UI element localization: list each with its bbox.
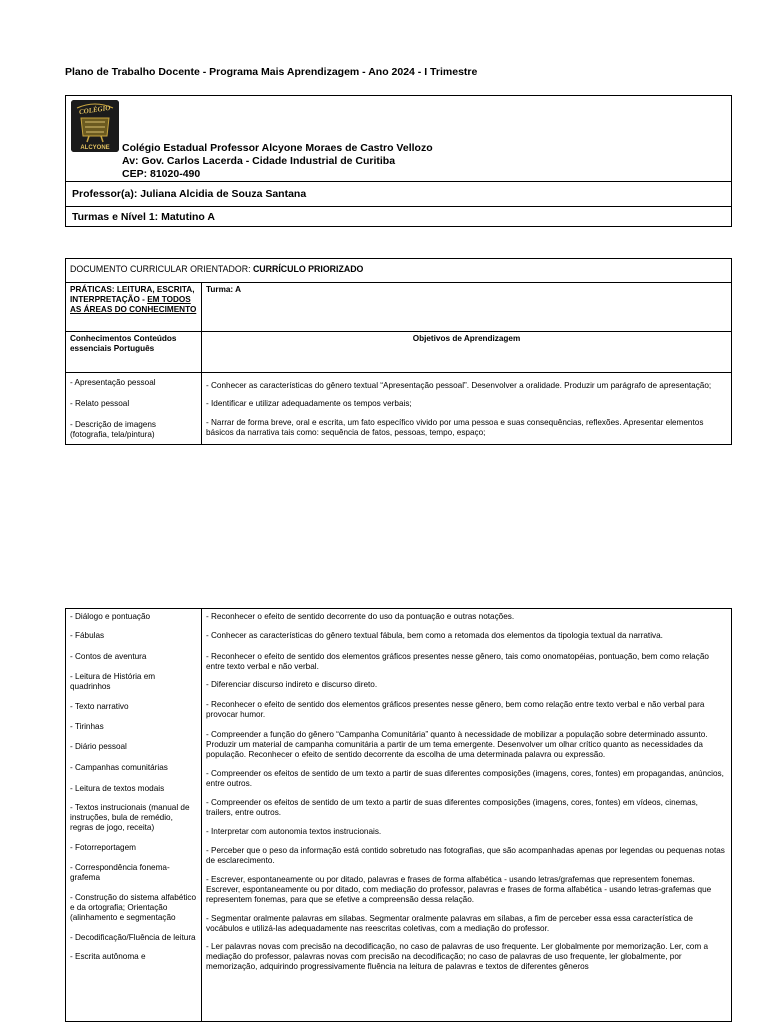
curriculum-table-continued bbox=[65, 608, 732, 1022]
objective-item: - Ler palavras novas com precisão na decodificação, no caso de palavras de uso frequente. Ler globalmente por memorização. Ler, com a mediação do professor, palavras novas com precisão na decodificação; no caso de palavras de uso frequente, ler globalmente, por memorização, adquirindo progressivamente fluência na leitura de palavras e textos de diferentes gêneros bbox=[206, 942, 708, 971]
content-item: - Escrita autônoma e bbox=[70, 952, 146, 961]
school-name: Colégio Estadual Professor Alcyone Moraes de Castro Vellozo bbox=[122, 142, 433, 154]
content-item: - Contos de aventura bbox=[70, 652, 147, 661]
practices-label: PRÁTICAS: LEITURA, ESCRITA, INTERPRETAÇÃO - bbox=[70, 285, 195, 304]
school-cep: CEP: 81020-490 bbox=[122, 168, 201, 180]
contents-cell-continued bbox=[66, 609, 202, 1022]
curriculum-table bbox=[65, 258, 732, 445]
turma-cell: Turma: A bbox=[202, 283, 732, 332]
content-item: - Diálogo e pontuação bbox=[70, 612, 151, 621]
objective-item: - Identificar e utilizar adequadamente os tempos verbais; bbox=[206, 399, 412, 408]
practices-underline: EM TODOS AS ÁREAS DO CONHECIMENTO bbox=[70, 295, 197, 314]
class-level-row: Turmas e Nível 1: Matutino A bbox=[66, 207, 732, 227]
content-item: - Correspondência fonema-grafema bbox=[70, 863, 170, 882]
objective-item: - Perceber que o peso da informação está contido sobretudo nas fotografias, que são acompanhadas apenas por legendas ou pequenas notas de esclarecimento. bbox=[206, 846, 725, 865]
content-item: - Texto narrativo bbox=[70, 702, 129, 711]
objective-item: - Conhecer as características do gênero textual “Apresentação pessoal”. Desenvolver a oralidade. Produzir um parágrafo de apresentação; bbox=[206, 381, 712, 390]
logo-text-top: COLÉGIO bbox=[78, 103, 111, 117]
content-item: - Tirinhas bbox=[70, 722, 104, 731]
objective-item: - Escrever, espontaneamente ou por ditado, palavras e frases de forma alfabética - usando letras/grafemas que representem fonemas. Escrever, espontaneamente ou por ditado, com mediação do professor, palavras e frases de forma alfabética - usando letras-grafemas que representem fonemas, para que se efetive a compreensão dessa relação. bbox=[206, 875, 712, 904]
objective-item: - Compreender a função do gênero “Campanha Comunitária” quanto à necessidade de mobilizar a população sobre determinado assunto. Produzir um material de campanha comunitária a partir de um tema emergente. Desenvolver um olhar crítico quanto as necessidades da população. Reconhecer o efeito de sentido decorrente da escolha de uma determinada palavra ou expressão. bbox=[206, 730, 708, 759]
contents-cell bbox=[66, 373, 202, 445]
content-item: - Apresentação pessoal bbox=[70, 378, 156, 387]
content-item: - Fotorreportagem bbox=[70, 843, 136, 852]
curriculum-header-prefix: DOCUMENTO CURRICULAR ORIENTADOR: bbox=[70, 264, 253, 274]
objective-item: - Conhecer as características do gênero textual fábula, bem como a retomada dos elementos da tipologia textual da narrativa. bbox=[206, 631, 663, 640]
objective-item: - Reconhecer o efeito de sentido decorrente do uso da pontuação e outras notações. bbox=[206, 612, 515, 621]
practices-cell bbox=[66, 283, 202, 332]
school-info-table bbox=[65, 95, 732, 227]
content-item: - Fábulas bbox=[70, 631, 105, 640]
content-item: - Leitura de textos modais bbox=[70, 784, 165, 793]
objective-item: - Diferenciar discurso indireto e discurso direto. bbox=[206, 680, 378, 689]
knowledge-header: Conhecimentos Conteúdos essenciais Português bbox=[66, 332, 202, 373]
content-item: - Campanhas comunitárias bbox=[70, 763, 168, 772]
content-item: - Diário pessoal bbox=[70, 742, 127, 751]
objectives-cell bbox=[202, 373, 732, 445]
school-address: Av: Gov. Carlos Lacerda - Cidade Industrial de Curitiba bbox=[122, 155, 396, 167]
content-item: - Decodificação/Fluência de leitura bbox=[70, 933, 196, 942]
content-item: - Descrição de imagens (fotografia, tela/pintura) bbox=[70, 420, 157, 439]
objective-item: - Compreender os efeitos de sentido de um texto a partir de suas diferentes composições (imagens, cores, fontes) em propagandas, anúncios, entre outros. bbox=[206, 769, 724, 788]
objectives-cell-continued bbox=[202, 609, 732, 1022]
school-address-block bbox=[122, 142, 433, 181]
school-logo bbox=[71, 100, 119, 152]
objectives-header: Objetivos de Aprendizagem bbox=[202, 332, 732, 373]
logo-text-bottom: ALCYONE bbox=[80, 145, 110, 151]
content-item: - Textos instrucionais (manual de instruções, bula de remédio, regras de jogo, receita) bbox=[70, 803, 190, 832]
teacher-row: Professor(a): Juliana Alcidia de Souza Santana bbox=[66, 182, 732, 207]
logo-emblem-icon bbox=[71, 100, 119, 152]
curriculum-header-bold: CURRÍCULO PRIORIZADO bbox=[252, 264, 364, 274]
objective-item: - Segmentar oralmente palavras em sílabas. Segmentar oralmente palavras em sílabas, a fim de perceber essa essa característica de vocábulos e utilizá-las adequadamente nas reescritas coletivas, com a mediação do professor. bbox=[206, 914, 693, 933]
document-title: Plano de Trabalho Docente - Programa Mais Aprendizagem - Ano 2024 - I Trimestre bbox=[65, 66, 478, 78]
objective-item: - Reconhecer o efeito de sentido dos elementos gráficos presentes nesse gênero, bem como relação entre texto verbal e não verbal para provocar humor. bbox=[206, 700, 705, 719]
objective-item: - Compreender os efeitos de sentido de um texto a partir de suas diferentes composições (imagens, cores, fontes) em vídeos, cinemas, trailers, entre outros. bbox=[206, 798, 698, 817]
content-item: - Construção do sistema alfabético e da ortografia; Orientação (alinhamento e segmentação bbox=[70, 893, 197, 922]
school-header-cell bbox=[66, 96, 732, 182]
curriculum-header bbox=[66, 259, 732, 283]
content-item: - Relato pessoal bbox=[70, 399, 130, 408]
objective-item: - Narrar de forma breve, oral e escrita, um fato específico vivido por uma pessoa e suas consequências, reflexões. Apresentar elementos básicos da narrativa tais como: sequência de fatos, pessoas, tempo, espaço; bbox=[206, 418, 704, 437]
content-item: - Leitura de História em quadrinhos bbox=[70, 672, 156, 691]
objective-item: - Interpretar com autonomia textos instrucionais. bbox=[206, 827, 382, 836]
objective-item: - Reconhecer o efeito de sentido dos elementos gráficos presentes nesse gênero, tais como onomatopéias, pontuação, bem como relação entre texto verbal e não verbal. bbox=[206, 652, 709, 671]
